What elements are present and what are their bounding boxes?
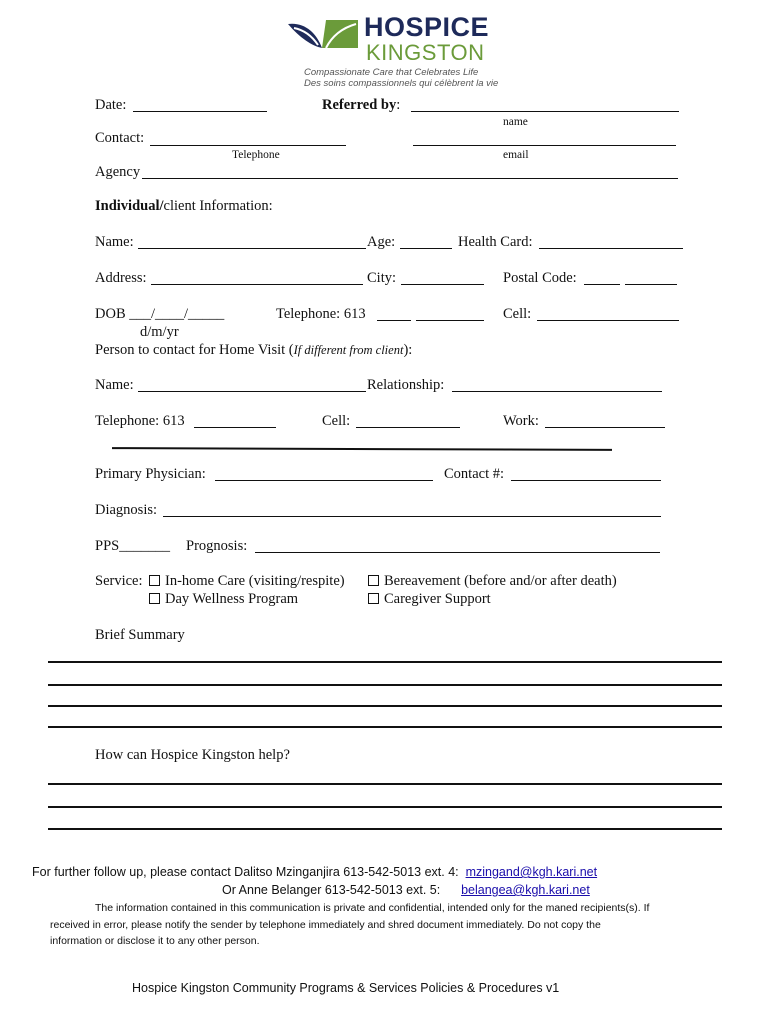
- contact-telephone-field[interactable]: [150, 145, 346, 146]
- city-field[interactable]: [401, 284, 484, 285]
- confidentiality-notice-3: information or disclose it to any other person.: [50, 935, 260, 947]
- checkbox-icon[interactable]: [149, 575, 160, 586]
- checkbox-in-home-care[interactable]: In-home Care (visiting/respite): [149, 573, 345, 590]
- prognosis-field[interactable]: [255, 552, 660, 553]
- confidentiality-notice-1: The information contained in this communication is private and confidential, intended only for the maned recipients(s). If: [95, 902, 650, 914]
- relationship-label: Relationship:: [367, 377, 445, 393]
- contact-name-field[interactable]: [138, 391, 366, 392]
- date-field[interactable]: [133, 111, 267, 112]
- name-label: Name:: [95, 234, 134, 250]
- checkbox-icon[interactable]: [368, 575, 379, 586]
- contact-cell-label: Cell:: [322, 413, 351, 429]
- client-cell-label: Cell:: [503, 306, 532, 322]
- prognosis-label: Prognosis:: [186, 538, 248, 554]
- contact-number-label: Contact #:: [444, 466, 505, 482]
- contact-telephone-field[interactable]: [194, 427, 276, 428]
- how-help-label: How can Hospice Kingston help?: [95, 747, 290, 763]
- date-label: Date:: [95, 97, 127, 113]
- checkbox-caregiver-support[interactable]: Caregiver Support: [368, 591, 491, 608]
- confidentiality-notice-2: received in error, please notify the sender by telephone immediately and shred document immediately. Do not copy the: [50, 919, 601, 931]
- footer-contact-1: For further follow up, please contact Dalitso Mzinganjira 613-542-5013 ext. 4: mzingand@kgh.kari.net: [32, 865, 598, 879]
- summary-line-1[interactable]: [48, 661, 722, 663]
- email-link-anne[interactable]: belangea@kgh.kari.net: [461, 883, 590, 897]
- checkbox-day-wellness[interactable]: Day Wellness Program: [149, 591, 298, 608]
- footer-contact-2: Or Anne Belanger 613-542-5013 ext. 5: belangea@kgh.kari.net: [222, 883, 590, 897]
- health-card-field[interactable]: [539, 248, 683, 249]
- postal-code-field-2[interactable]: [625, 284, 677, 285]
- contact-name-label: Name:: [95, 377, 134, 393]
- document-title: Hospice Kingston Community Programs & Services Policies & Procedures v1: [132, 981, 560, 995]
- address-label: Address:: [95, 270, 147, 286]
- client-telephone-field-2[interactable]: [416, 320, 484, 321]
- home-visit-heading: Person to contact for Home Visit (If different from client):: [95, 342, 413, 358]
- client-cell-field[interactable]: [537, 320, 679, 321]
- summary-line-4[interactable]: [48, 726, 722, 728]
- work-field[interactable]: [545, 427, 665, 428]
- address-field[interactable]: [151, 284, 363, 285]
- referred-name-field[interactable]: [411, 111, 679, 112]
- client-info-heading: Individual/client Information:: [95, 198, 273, 214]
- contact-cell-field[interactable]: [356, 427, 460, 428]
- city-label: City:: [367, 270, 397, 286]
- help-line-2[interactable]: [48, 806, 722, 808]
- contact-label: Contact:: [95, 130, 145, 146]
- client-telephone-label: Telephone: 613: [276, 306, 366, 322]
- work-label: Work:: [503, 413, 539, 429]
- diagnosis-field[interactable]: [163, 516, 661, 517]
- primary-physician-label: Primary Physician:: [95, 466, 206, 482]
- telephone-hint: Telephone: [232, 149, 280, 161]
- summary-line-2[interactable]: [48, 684, 722, 686]
- checkbox-icon[interactable]: [368, 593, 379, 604]
- checkbox-icon[interactable]: [149, 593, 160, 604]
- agency-field[interactable]: [142, 178, 678, 179]
- logo-tagline-en: Compassionate Care that Celebrates Life: [304, 67, 479, 78]
- brief-summary-label: Brief Summary: [95, 627, 185, 643]
- help-line-3[interactable]: [48, 828, 722, 830]
- agency-label: Agency: [95, 164, 141, 180]
- email-link-dalitso[interactable]: mzingand@kgh.kari.net: [465, 865, 598, 879]
- dob-hint: d/m/yr: [140, 324, 179, 340]
- logo-subtitle: KINGSTON: [366, 40, 485, 65]
- help-line-1[interactable]: [48, 783, 722, 785]
- client-telephone-field-1[interactable]: [377, 320, 411, 321]
- dob-field[interactable]: DOB ___/____/_____: [95, 306, 225, 322]
- relationship-field[interactable]: [452, 391, 662, 392]
- pps-field[interactable]: PPS_______: [95, 538, 170, 554]
- diagnosis-label: Diagnosis:: [95, 502, 158, 518]
- contact-number-field[interactable]: [511, 480, 661, 481]
- checkbox-bereavement[interactable]: Bereavement (before and/or after death): [368, 573, 617, 590]
- email-hint: email: [503, 149, 529, 161]
- age-label: Age:: [367, 234, 396, 250]
- referred-by-label: Referred by:: [322, 97, 401, 113]
- section-divider: [112, 447, 612, 451]
- summary-line-3[interactable]: [48, 705, 722, 707]
- butterfly-leaf-icon: [286, 18, 366, 68]
- name-field[interactable]: [138, 248, 366, 249]
- contact-email-field[interactable]: [413, 145, 676, 146]
- postal-code-field-1[interactable]: [584, 284, 620, 285]
- contact-telephone-label: Telephone: 613: [95, 413, 185, 429]
- name-hint: name: [503, 116, 528, 128]
- health-card-label: Health Card:: [458, 234, 533, 250]
- postal-code-label: Postal Code:: [503, 270, 577, 286]
- logo-title: HOSPICE: [364, 12, 490, 42]
- hospice-logo: [286, 12, 499, 94]
- service-label: Service:: [95, 573, 143, 589]
- logo-tagline-fr: Des soins compassionnels qui célèbrent la vie: [304, 78, 499, 89]
- age-field[interactable]: [400, 248, 452, 249]
- primary-physician-field[interactable]: [215, 480, 433, 481]
